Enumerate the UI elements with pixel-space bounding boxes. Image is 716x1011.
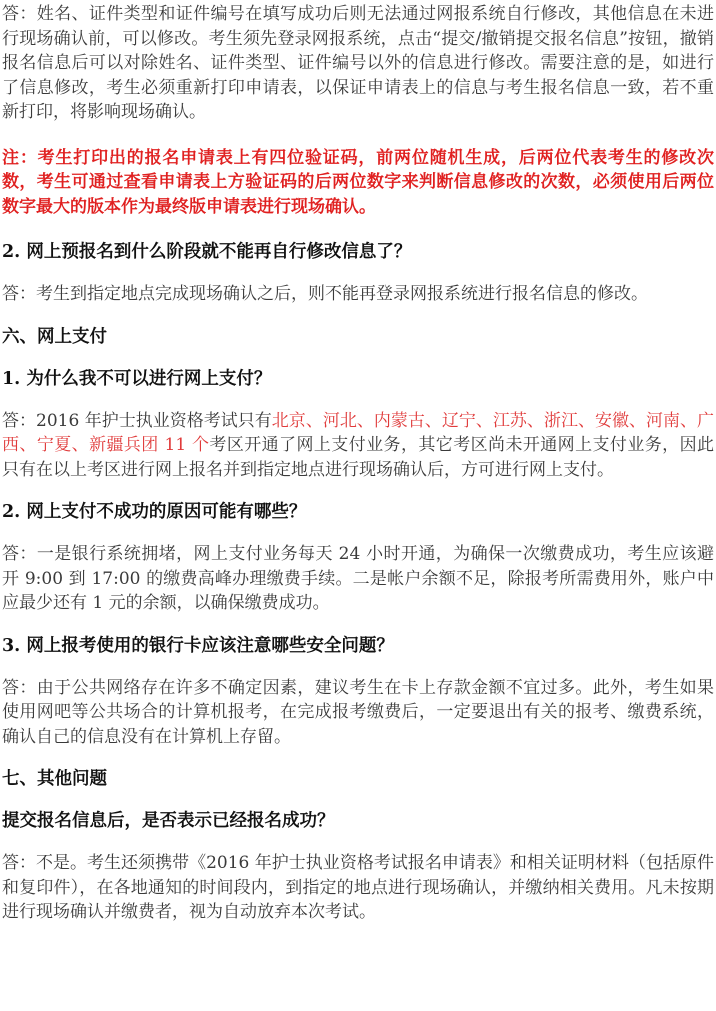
answer-modify-deadline: 答：考生到指定地点完成现场确认之后，则不能再登录网报系统进行报名信息的修改。	[2, 284, 648, 304]
question-why-no-payment: 1. 为什么我不可以进行网上支付？	[2, 368, 272, 389]
note-verification-code: 注：考生打印出的报名申请表上有四位验证码，前两位随机生成，后两位代表考生的修改次数，考生可通过查看申请表上方验证码的后两位数字来判断信息修改的次数，必须使用后两位数字最大的版本作为最终版申请表进行现场确认。	[2, 147, 714, 217]
question-bank-card-security: 3. 网上报考使用的银行卡应该注意哪些安全问题？	[2, 635, 394, 656]
question-payment-failure: 2. 网上支付不成功的原因可能有哪些？	[2, 502, 307, 522]
answer-payment-failure: 答：一是银行系统拥堵，网上支付业务每天 24 小时开通，为确保一次缴费成功，考生应该避开 9:00 到 17:00 的缴费高峰办理缴费手续。二是帐户余额不足，除报考所需费用外，账户中应最少还有 1 元的余额，以确保缴费成功。	[2, 544, 714, 613]
section-heading-online-payment: 六、网上支付	[2, 326, 107, 347]
answer-why-no-payment	[2, 409, 714, 483]
highlighted-regions: 北京、河北、内蒙古、辽宁、江苏、浙江、安徽、河南、广西、宁夏、新疆兵团 11 个	[2, 410, 715, 455]
question-registration-success: 提交报名信息后，是否表示已经报名成功？	[2, 811, 335, 831]
section-heading-other-questions: 七、其他问题	[2, 769, 107, 789]
answer-registration-success: 答：不是。考生还须携带《2016 年护士执业资格考试报名申请表》和相关证明材料（包括原件和复印件），在各地通知的时间段内，到指定的地点进行现场确认，并缴纳相关费用。凡未按期进行现场确认并缴费者，视为自动放弃本次考试。	[2, 853, 714, 922]
document-page	[2, 2, 714, 925]
question-modify-deadline: 2. 网上预报名到什么阶段就不能再自行修改信息了？	[2, 242, 412, 262]
answer-text-start: 答：2016 年护士执业资格考试只有	[2, 410, 272, 431]
answer-modify-info: 答：姓名、证件类型和证件编号在填写成功后则无法通过网报系统自行修改，其他信息在未进行现场确认前，可以修改。考生须先登录网报系统，点击“提交/撤销提交报名信息”按钮，撤销报名信息后可以对除姓名、证件类型、证件编号以外的信息进行修改。需要注意的是，如进行了信息修改，考生必须重新打印申请表，以保证申请表上的信息与考生报名信息一致，若不重新打印，将影响现场确认。	[2, 4, 714, 122]
answer-text-end: 考区开通了网上支付业务，其它考区尚未开通网上支付业务，因此只有在以上考区进行网上报名并到指定地点进行现场确认后，方可进行网上支付。	[2, 435, 714, 480]
answer-bank-card-security: 答：由于公共网络存在许多不确定因素，建议考生在卡上存款金额不宜过多。此外，考生如果使用网吧等公共场合的计算机报考，在完成报考缴费后，一定要退出有关的报考、缴费系统，确认自己的信息没有在计算机上存留。	[2, 677, 714, 747]
